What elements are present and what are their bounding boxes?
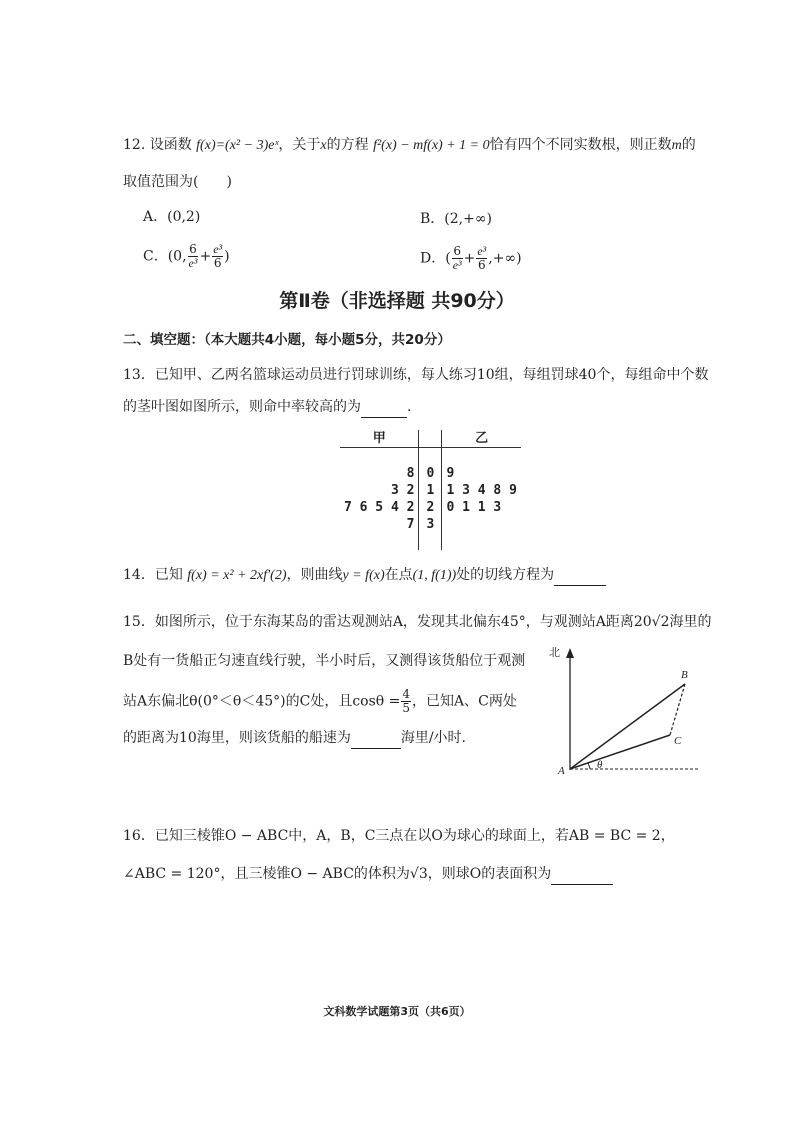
- q13-line2: [123, 397, 411, 418]
- stem-leaf-row: [340, 516, 521, 533]
- north-label: 北: [549, 646, 560, 659]
- left-leaves: 3 2: [390, 483, 415, 498]
- q16-line2: [123, 864, 613, 885]
- q12-option-d: [420, 245, 522, 272]
- answer-blank[interactable]: [361, 397, 407, 418]
- q14-curve: y = f(x): [342, 568, 385, 583]
- q12-text-c: 的方程: [326, 137, 369, 153]
- stem-leaf-plot: [340, 430, 521, 550]
- segment-bc: [670, 684, 685, 735]
- q12-text: 设函数: [149, 137, 192, 153]
- frac-num: 6: [453, 244, 461, 258]
- q12-number: 12.: [123, 137, 146, 153]
- q14-point: (1, f(1)): [412, 568, 457, 583]
- q15-line4: [123, 728, 466, 749]
- segment-ab: [570, 684, 685, 769]
- left-leaves: 7: [406, 517, 415, 532]
- plus-sign: +: [199, 248, 212, 265]
- stem-value: 3: [419, 516, 442, 533]
- label-a: A: [558, 765, 565, 777]
- plus-sign: +: [463, 250, 476, 267]
- q14-expression: f(x) = x² + 2xf′(2): [187, 568, 287, 583]
- frac-6-e3: [452, 245, 463, 272]
- q14-prefix: 14．已知: [123, 567, 183, 583]
- frac-den: 5: [402, 701, 411, 715]
- option-d-label: D．(: [420, 250, 451, 267]
- q13-text: 的茎叶图如图所示，则命中率较高的为: [123, 399, 361, 415]
- option-d-end: ,+∞): [488, 250, 522, 267]
- q13-end: .: [407, 399, 412, 415]
- q14-suffix: 处的切线方程为: [456, 567, 555, 583]
- frac-num: 6: [189, 242, 197, 256]
- right-leaves: 9: [446, 466, 455, 481]
- right-header: 乙: [442, 430, 521, 448]
- frac-den: e³: [452, 258, 462, 272]
- q15-line3: [123, 688, 517, 715]
- q12-line1: [123, 135, 696, 156]
- q12-text-e: 的: [681, 137, 696, 153]
- stem-leaf-row: [340, 499, 521, 516]
- left-leaves: 7 6 5 4 2: [344, 500, 415, 515]
- section-fill-in: 二、填空题：（本大题共4小题，每小题5分，共20分）: [123, 332, 451, 348]
- part2-title: 第Ⅱ卷（非选择题 共90分）: [279, 290, 515, 312]
- frac-den: e³: [188, 256, 198, 270]
- q12-var-x: x: [320, 138, 327, 153]
- q15-line2: B处有一货船正匀速直线行驶，半小时后，又测得该货船位于观测: [123, 653, 526, 669]
- stem-leaf-row: [340, 482, 521, 499]
- q12-function: f(x)=(x² − 3)eˣ: [196, 138, 279, 153]
- label-c: C: [674, 735, 682, 747]
- left-leaves: 8: [406, 466, 415, 481]
- q14-line: [123, 565, 606, 586]
- cos-fraction: [401, 688, 411, 715]
- theta-arc: [588, 763, 590, 769]
- segment-ac: [570, 735, 670, 769]
- q15-text: 站A东偏北θ(0°＜θ＜45°)的C处，且cosθ =: [123, 693, 401, 710]
- stem-header: [419, 430, 442, 448]
- q15-text-b: ，已知A、C两处: [412, 693, 517, 710]
- q15-text: 的距离为10海里，则该货船的船速为: [123, 730, 351, 746]
- q15-text-b: 海里/小时.: [400, 730, 466, 746]
- stem-value: 1: [419, 482, 442, 499]
- q15-figure: [545, 640, 720, 800]
- q12-var-m: m: [671, 138, 682, 153]
- q13-line1: 13．已知甲、乙两名篮球运动员进行罚球训练，每人练习10组，每组罚球40个，每组命中个数: [123, 367, 709, 383]
- label-theta: θ: [597, 759, 603, 771]
- frac-num: e³: [213, 242, 223, 256]
- q12-equation: f²(x) − mf(x) + 1 = 0: [373, 138, 490, 153]
- answer-blank[interactable]: [351, 728, 401, 749]
- q12-option-a: A．(0,2): [143, 209, 201, 225]
- q14-mid2: 在点: [384, 567, 413, 583]
- left-header: 甲: [340, 430, 419, 448]
- q12-option-b: B．(2,+∞): [420, 211, 492, 227]
- label-b: B: [681, 669, 688, 681]
- frac-den: 6: [213, 256, 222, 270]
- q16-line1: 16．已知三棱锥O − ABC中，A，B，C三点在以O为球心的球面上，若AB = BC = 2，: [123, 828, 675, 844]
- q12-option-c: [143, 243, 230, 270]
- frac-num: 4: [402, 687, 411, 701]
- north-arrow-icon: [566, 648, 574, 658]
- right-leaves: 0 1 1 3: [446, 500, 502, 515]
- option-c-end: ): [224, 248, 230, 265]
- stem-value: 0: [419, 465, 442, 482]
- right-leaves: [442, 516, 521, 533]
- q12-line2: 取值范围为( ): [123, 174, 232, 190]
- q12-text-d: 恰有四个不同实数根，则正数: [489, 137, 672, 153]
- stem-leaf-header: [340, 430, 521, 448]
- stem-value: 2: [419, 499, 442, 516]
- frac-6-e3: [188, 243, 199, 270]
- right-leaves: 1 3 4 8 9: [446, 483, 517, 498]
- answer-blank[interactable]: [554, 565, 606, 586]
- q12-text-b: ，关于: [278, 137, 321, 153]
- page-footer: 文科数学试题第3页（共6页）: [323, 1005, 471, 1018]
- q14-mid: ，则曲线: [286, 567, 343, 583]
- q15-line1: 15．如图所示，位于东海某岛的雷达观测站A，发现其北偏东45°，与观测站A距离20√2海里的: [123, 614, 712, 630]
- frac-den: 6: [478, 258, 486, 272]
- frac-e3-6: [212, 243, 223, 270]
- answer-blank[interactable]: [551, 864, 613, 885]
- frac-num: e³: [477, 244, 487, 258]
- stem-leaf-row: [340, 465, 521, 482]
- frac-e3-6: [476, 245, 487, 272]
- q16-text: ∠ABC = 120°，且三棱锥O − ABC的体积为√3，则球O的表面积为: [123, 866, 552, 882]
- option-c-label: C．(0,: [143, 248, 187, 265]
